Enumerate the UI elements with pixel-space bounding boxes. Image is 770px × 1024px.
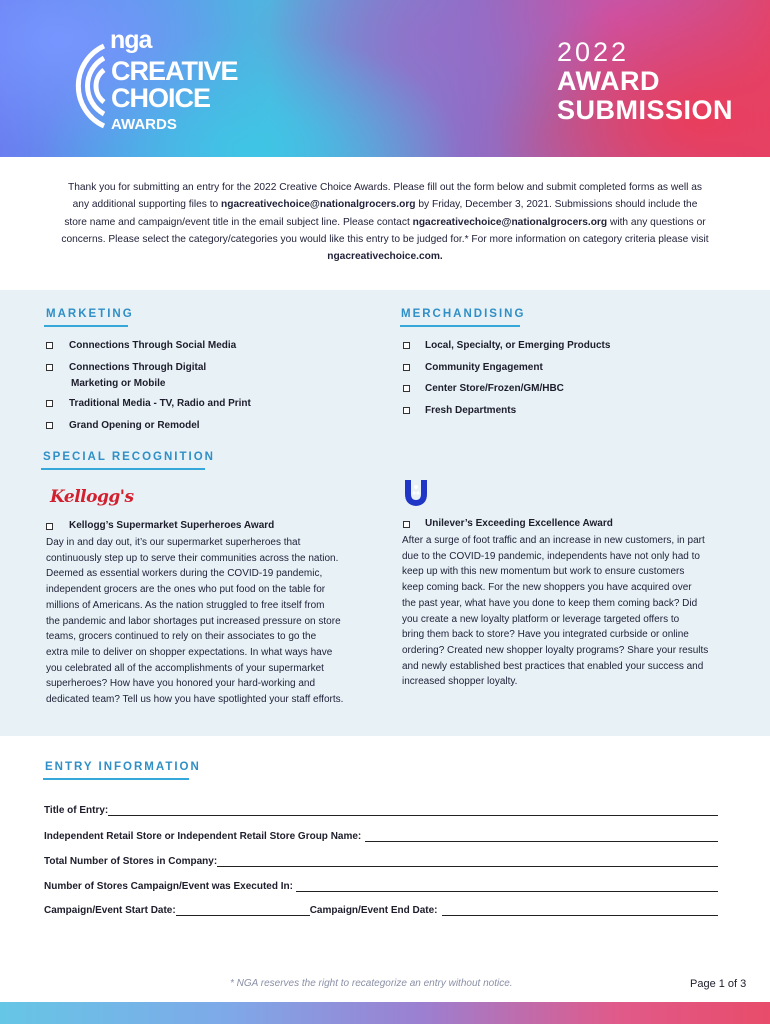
unilever-description-line: keep coming back. For the new shoppers you have acquired over [402, 582, 692, 594]
kelloggs-description-line: you celebrated all of the accomplishments of your supermarket [46, 662, 324, 674]
checkbox-label: Local, Specialty, or Emerging Products [425, 340, 611, 351]
store-name-field[interactable] [44, 828, 718, 842]
field-label: Title of Entry: [44, 805, 109, 816]
kelloggs-award-description [46, 535, 376, 708]
recategorize-footnote: * NGA reserves the right to recategorize an entry without notice. [230, 978, 513, 989]
field-input-line[interactable] [217, 857, 718, 867]
field-input-line[interactable] [108, 806, 718, 816]
end-date-input-line[interactable] [442, 906, 718, 916]
checkbox-label: Fresh Departments [425, 405, 517, 416]
website-link[interactable]: ngacreativechoice.com. [327, 251, 443, 263]
intro-text-3: with any questions or concerns. Please select the category/categories you would like this entry to be judged for.* For more information on category criteria please visit [61, 216, 709, 245]
kelloggs-description-line: dedicated team? Tell us how you have spotlighted your staff efforts. [46, 694, 344, 706]
checkbox-center-store[interactable] [403, 385, 410, 392]
field-input-line[interactable] [365, 832, 718, 842]
kelloggs-logo: Kellogg's [50, 487, 134, 507]
kelloggs-description-line: teams, grocers continued to rely on their associates to go the [46, 631, 317, 643]
unilever-description-line: After a surge of foot traffic and an increase in new customers, in part [402, 535, 705, 546]
title-submission: SUBMISSION [557, 95, 734, 125]
intro-text-1: Thank you for submitting an entry for the 2022 Creative Choice Awards. Please fill out the form below and submit completed forms as well as any additional supporting files to [67, 182, 702, 211]
checkbox-digital-marketing[interactable] [46, 364, 53, 371]
marketing-underline [44, 325, 128, 327]
special-recognition-heading: SPECIAL RECOGNITION [43, 451, 215, 463]
logo-nga-text: nga [110, 26, 152, 54]
logo-choice-text: CHOICE [111, 83, 211, 113]
kelloggs-description-line: Day in and day out, it’s our supermarket superheroes that [46, 537, 301, 548]
checkbox-label-cont: Marketing or Mobile [71, 378, 166, 389]
checkbox-label: Traditional Media - TV, Radio and Print [69, 398, 251, 409]
checkbox-label: Grand Opening or Remodel [69, 420, 200, 431]
marketing-heading: MARKETING [46, 308, 134, 320]
intro-paragraph [60, 179, 710, 265]
entry-information-heading: ENTRY INFORMATION [45, 761, 201, 773]
unilever-description-line: due to the COVID-19 pandemic, independents have not only had to [402, 550, 700, 562]
merchandising-heading: MERCHANDISING [401, 308, 526, 320]
logo-arcs-icon [52, 38, 112, 134]
checkbox-label: Connections Through Social Media [69, 340, 237, 351]
unilever-award-title: Unilever’s Exceeding Excellence Award [425, 518, 613, 529]
field-label: Total Number of Stores in Company: [44, 856, 218, 867]
checkbox-unilever-award[interactable] [403, 521, 410, 528]
kelloggs-award-title: Kellogg’s Supermarket Superheroes Award [69, 520, 275, 531]
checkbox-community[interactable] [403, 364, 410, 371]
title-award: AWARD [557, 66, 660, 96]
stores-executed-field[interactable] [44, 878, 718, 892]
checkbox-social-media[interactable] [46, 342, 53, 349]
page-title [557, 38, 733, 125]
field-label: Independent Retail Store or Independent Retail Store Group Name: [44, 831, 362, 842]
unilever-award-description [402, 533, 732, 690]
field-label: Number of Stores Campaign/Event was Executed In: [44, 881, 293, 892]
checkbox-kelloggs-award[interactable] [46, 523, 53, 530]
unilever-description-line: ordering? Created new shopper loyalty programs? Share your results [402, 644, 709, 656]
merchandising-underline [400, 325, 520, 327]
kelloggs-description-line: superheroes? How have you honored your hard-working and [46, 678, 316, 690]
entry-information-underline [43, 778, 189, 780]
checkbox-grand-opening[interactable] [46, 422, 53, 429]
kelloggs-description-line: Deemed as essential workers during the COVID-19 pandemic, [46, 568, 323, 580]
contact-email-link[interactable]: ngacreativechoice@nationalgrocers.org [412, 216, 608, 228]
unilever-description-line: you create a new loyalty platform or leverage targeted offers to [402, 613, 680, 625]
total-stores-field[interactable] [44, 853, 718, 867]
kelloggs-description-line: continuously step up to serve their communities across the nation. [46, 552, 339, 564]
logo-awards-text: AWARDS [111, 116, 177, 133]
special-recognition-underline [41, 468, 205, 470]
checkbox-label: Community Engagement [425, 362, 543, 373]
logo-creative-text: CREATIVE [111, 56, 238, 86]
title-of-entry-field[interactable] [44, 802, 718, 816]
end-date-label: Campaign/Event End Date: [309, 905, 438, 916]
checkbox-label: Center Store/Frozen/GM/HBC [425, 383, 564, 394]
unilever-description-line: the past year, what have you done to keep them coming back? Did [402, 597, 698, 609]
nga-creative-choice-logo [52, 26, 252, 138]
checkbox-local-specialty[interactable] [403, 342, 410, 349]
kelloggs-description-line: independent grocers are the ones who put food on the table for [46, 584, 326, 596]
unilever-description-line: bring them back to store? Have you integrated curbside or online [402, 629, 689, 641]
unilever-logo-icon [402, 477, 430, 509]
bottom-gradient-bar [0, 1002, 770, 1024]
start-date-label: Campaign/Event Start Date: [44, 905, 176, 916]
kelloggs-description-line: extra mile to deliver on shopper expectations. In what ways have [46, 646, 333, 658]
campaign-dates-field[interactable] [44, 902, 718, 916]
page-number: Page 1 of 3 [690, 978, 747, 990]
title-year: 2022 [557, 37, 630, 67]
start-date-input-line[interactable] [176, 906, 310, 916]
unilever-description-line: keep up with this new momentum but work to ensure customers [402, 566, 685, 578]
unilever-description-line: increased shopper loyalty. [402, 676, 518, 688]
field-input-line[interactable] [296, 882, 718, 892]
header-banner [0, 0, 770, 157]
checkbox-traditional-media[interactable] [46, 400, 53, 407]
submission-email-link[interactable]: ngacreativechoice@nationalgrocers.org [221, 199, 416, 211]
checkbox-label: Connections Through Digital [69, 362, 207, 373]
checkbox-fresh-departments[interactable] [403, 407, 410, 414]
kelloggs-description-line: millions of Americans. As the nation struggled to free itself from [46, 599, 325, 611]
unilever-description-line: and newly established best practices that enabled your success and [402, 660, 704, 672]
intro-text-2: by Friday, December 3, 2021. Submissions should include the store name and campaign/event title in the email subject line. Please contact [64, 199, 698, 228]
kelloggs-description-line: the pandemic and labor shortages put increased pressure on store [46, 615, 341, 627]
